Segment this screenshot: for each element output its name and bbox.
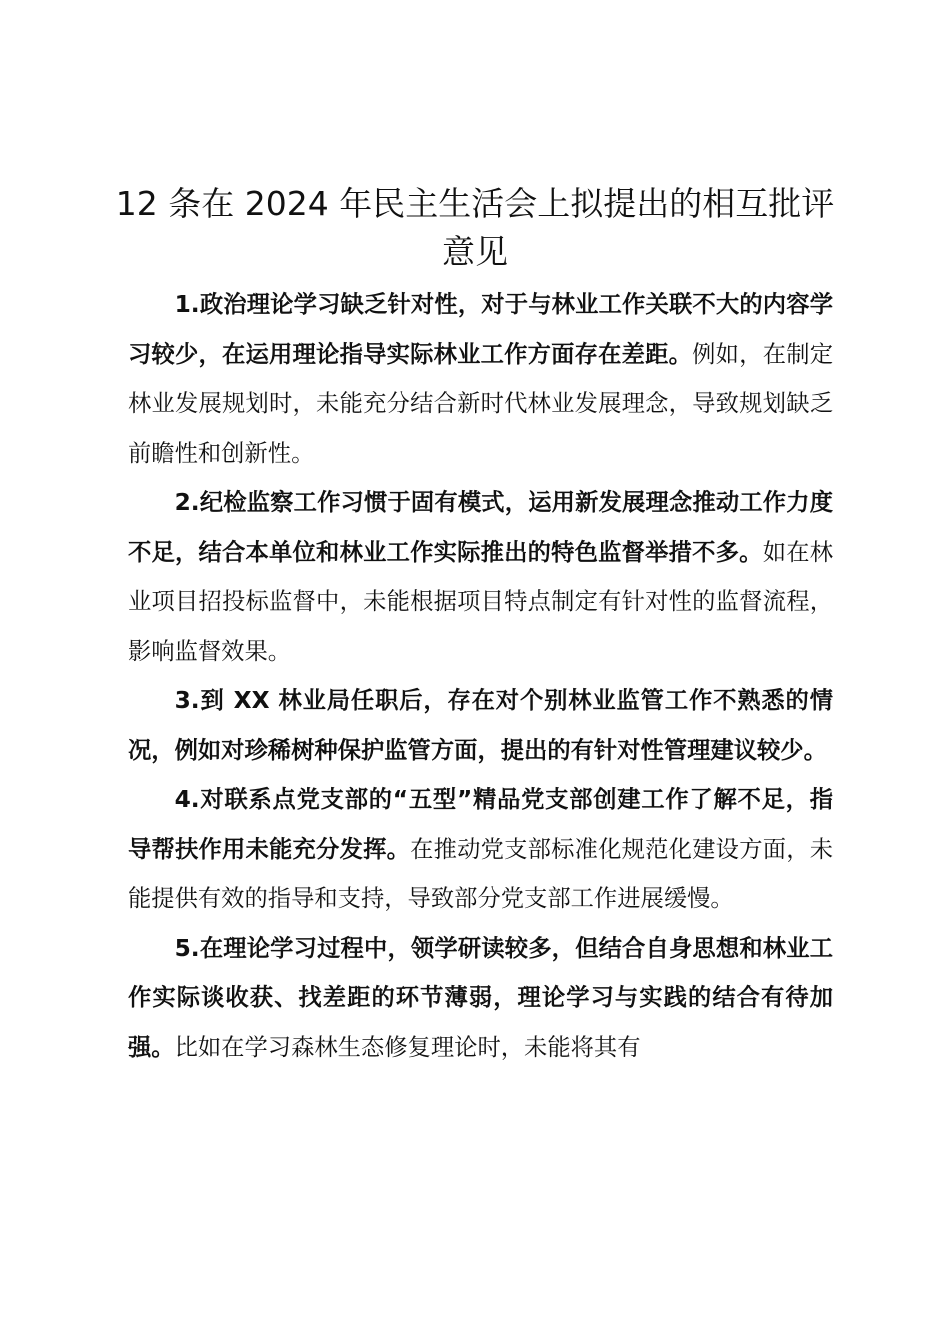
- paragraph-3: [128, 676, 833, 775]
- paragraph-5: [128, 924, 833, 1073]
- paragraph-4-bold: 4.对联系点党支部的“五型”精品党支部创建工作了解不足，指导帮扶作用未能充分发挥。: [128, 786, 833, 863]
- paragraph-3-bold: 3.到 XX 林业局任职后，存在对个别林业监管工作不熟悉的情况，例如对珍稀树种保护监管方面，提出的有针对性管理建议较少。: [128, 687, 833, 764]
- paragraph-4-normal: 在推动党支部标准化规范化建设方面，未能提供有效的指导和支持，导致部分党支部工作进展缓慢。: [128, 835, 834, 912]
- paragraph-1: [128, 280, 833, 478]
- paragraph-5-bold: 5.在理论学习过程中，领学研读较多，但结合自身思想和林业工作实际谈收获、找差距的环节薄弱，理论学习与实践的结合有待加强。: [128, 934, 833, 1061]
- paragraph-4: [128, 775, 833, 924]
- paragraph-1-bold: 1.政治理论学习缺乏针对性，对于与林业工作关联不大的内容学习较少，在运用理论指导实际林业工作方面存在差距。: [128, 291, 833, 368]
- document-title: 12 条在 2024 年民主生活会上拟提出的相互批评意见: [115, 184, 835, 271]
- document-body: [128, 280, 833, 1072]
- paragraph-2: [128, 478, 833, 676]
- paragraph-2-normal: 如在林业项目招投标监督中，未能根据项目特点制定有针对性的监督流程，影响监督效果。: [128, 538, 834, 665]
- paragraph-1-normal: 例如，在制定林业发展规划时，未能充分结合新时代林业发展理念，导致规划缺乏前瞻性和创新性。: [128, 340, 834, 467]
- paragraph-5-normal: 比如在学习森林生态修复理论时，未能将其有: [174, 1033, 641, 1061]
- paragraph-2-bold: 2.纪检监察工作习惯于固有模式，运用新发展理念推动工作力度不足，结合本单位和林业工作实际推出的特色监督举措不多。: [128, 489, 833, 566]
